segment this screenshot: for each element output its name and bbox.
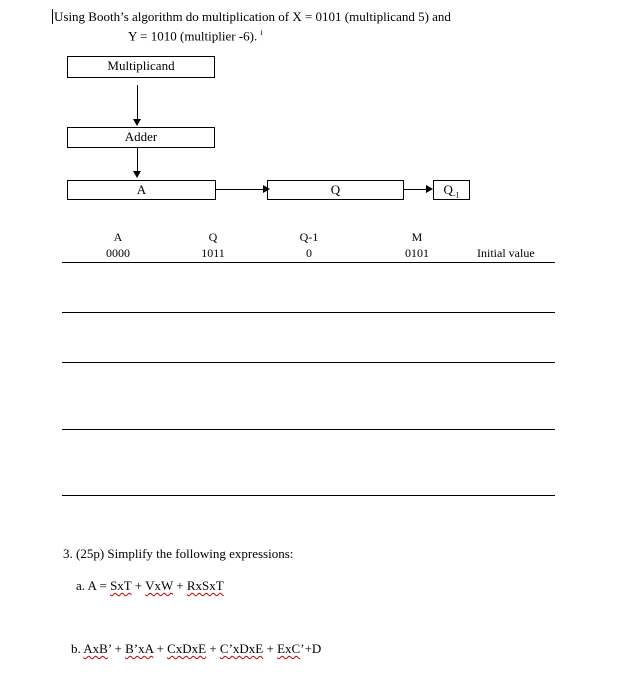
header-q: Q <box>208 230 218 244</box>
expression-b-term-4: C’xDxE <box>219 641 264 656</box>
question-line-2 <box>128 25 263 43</box>
header-m: M <box>411 230 423 244</box>
table-rule-4 <box>62 429 555 430</box>
header-q-1: Q-1 <box>299 230 319 244</box>
expression-b-term-3: CxDxE <box>167 641 207 656</box>
initial-q: 1011 <box>201 246 225 260</box>
table-rule-3 <box>62 362 555 363</box>
arrow-line-multiplicand-adder <box>137 85 138 119</box>
arrow-line-q-q1 <box>404 189 427 190</box>
expression-b-sep-1: ’ + <box>107 641 126 656</box>
register-q1-subscript: -1 <box>452 190 460 200</box>
expression-b-term-2: B’xA <box>125 641 154 656</box>
multiplicand-box: Multiplicand <box>67 56 215 78</box>
table-rule-5 <box>62 495 555 496</box>
initial-m: 0101 <box>405 246 429 260</box>
table-rule-1 <box>62 262 555 263</box>
expression-a-term-2: VxW <box>145 578 174 593</box>
expression-a-term-3: RxSxT <box>186 578 224 593</box>
arrow-head-to-a <box>133 171 141 178</box>
arrow-head-to-q1 <box>426 185 433 193</box>
expression-a-plus-1: + <box>131 578 146 593</box>
initial-a: 0000 <box>106 246 130 260</box>
expression-a-plus-2: + <box>173 578 187 593</box>
footnote-mark: i <box>260 28 263 37</box>
register-q1-box <box>433 180 470 200</box>
expression-a-term-1: SxT <box>110 578 132 593</box>
header-a: A <box>113 230 123 244</box>
register-a-box: A <box>67 180 216 200</box>
initial-q-1: 0 <box>306 246 312 260</box>
expression-b-term-5: ExC <box>277 641 301 656</box>
arrow-line-adder-a <box>137 148 138 171</box>
section-3-title: 3. (25p) Simplify the following expressions: <box>63 546 294 561</box>
expression-b-sep-2: + <box>153 641 168 656</box>
expression-b-term-1: AxB <box>83 641 108 656</box>
expression-b-sep-3: + <box>206 641 220 656</box>
text-cursor <box>52 9 53 24</box>
adder-box: Adder <box>67 127 215 148</box>
register-q-box: Q <box>267 180 404 200</box>
expression-a <box>76 578 224 593</box>
question-line-1: Using Booth’s algorithm do multiplication of X = 0101 (multiplicand 5) and <box>54 9 451 24</box>
arrow-head-to-adder <box>133 119 141 126</box>
initial-value-note: Initial value <box>477 246 535 260</box>
expression-b-lead: b. <box>71 641 84 656</box>
expression-b <box>71 641 321 656</box>
expression-b-sep-4: + <box>263 641 278 656</box>
table-rule-2 <box>62 312 555 313</box>
expression-a-lead: a. A = <box>76 578 111 593</box>
arrow-line-a-q <box>216 189 264 190</box>
expression-b-sep-5: ’+D <box>300 641 322 656</box>
register-q1-label: Q <box>443 182 453 197</box>
question-line-2-text: Y = 1010 (multiplier -6). <box>128 28 258 44</box>
